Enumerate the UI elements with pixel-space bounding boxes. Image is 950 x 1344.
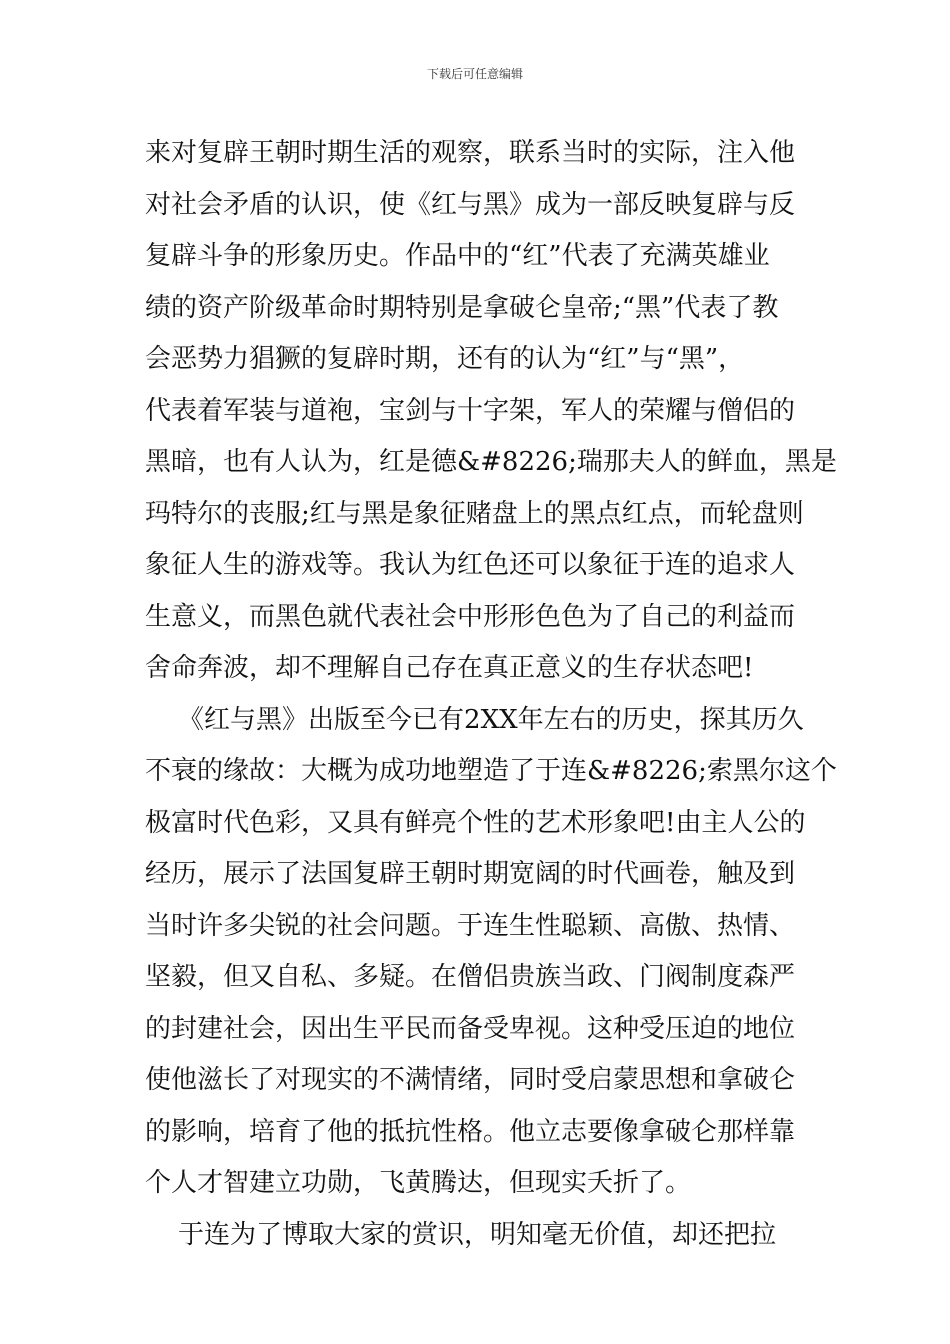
text-line: 代表着军装与道袍，宝剑与十字架，军人的荣耀与僧侣的 bbox=[145, 395, 796, 426]
text-line: 经历，展示了法国复辟王朝时期宽阔的时代画卷，触及到 bbox=[145, 859, 796, 889]
text-line: 的影响，培育了他的抵抗性格。他立志要像拿破仑那样靠 bbox=[145, 1116, 796, 1147]
text-line: 来对复辟王朝时期生活的观察，联系当时的实际，注入他 bbox=[145, 138, 796, 168]
text-line: 使他滋长了对现实的不满情绪，同时受启蒙思想和拿破仑 bbox=[145, 1065, 796, 1095]
text-line: 舍命奔波，却不理解自己存在真正意义的生存状态吧! bbox=[145, 653, 754, 683]
text-line: 黑暗，也有人认为，红是德&#8226;瑞那夫人的鲜血，黑是 bbox=[145, 447, 837, 477]
text-line: 象征人生的游戏等。我认为红色还可以象征于连的追求人 bbox=[145, 550, 796, 580]
text-line: 绩的资产阶级革命时期特别是拿破仑皇帝;“黑”代表了教 bbox=[145, 292, 779, 323]
paragraph-start-line: 于连为了博取大家的赏识，明知毫无价值，却还把拉 bbox=[145, 1219, 777, 1250]
text-line: 玛特尔的丧服;红与黑是象征赌盘上的黑点红点，而轮盘则 bbox=[145, 498, 804, 529]
page-header-note: 下载后可任意编辑 bbox=[426, 67, 523, 81]
text-line: 不衰的缘故：大概为成功地塑造了于连&#8226;索黑尔这个 bbox=[145, 756, 837, 786]
text-line: 对社会矛盾的认识，使《红与黑》成为一部反映复辟与反 bbox=[145, 189, 796, 220]
text-line: 生意义，而黑色就代表社会中形形色色为了自己的利益而 bbox=[145, 601, 796, 632]
text-line: 复辟斗争的形象历史。作品中的“红”代表了充满英雄业 bbox=[145, 241, 770, 271]
text-line: 个人才智建立功勋，飞黄腾达，但现实夭折了。 bbox=[145, 1168, 692, 1198]
text-line: 极富时代色彩，又具有鲜亮个性的艺术形象吧!由主人公的 bbox=[145, 807, 806, 838]
text-line: 会恶势力猖獗的复辟时期，还有的认为“红”与“黑”， bbox=[145, 344, 745, 374]
text-line: 坚毅，但又自私、多疑。在僧侣贵族当政、门阀制度森严 bbox=[145, 962, 796, 992]
document-body bbox=[145, 128, 837, 1261]
text-line: 当时许多尖锐的社会问题。于连生性聪颖、高傲、热情、 bbox=[145, 910, 796, 941]
text-line: 的封建社会，因出生平民而备受卑视。这种受压迫的地位 bbox=[145, 1013, 796, 1044]
paragraph-start-line: 《红与黑》出版至今已有2XX年左右的历史，探其历久 bbox=[145, 704, 804, 735]
